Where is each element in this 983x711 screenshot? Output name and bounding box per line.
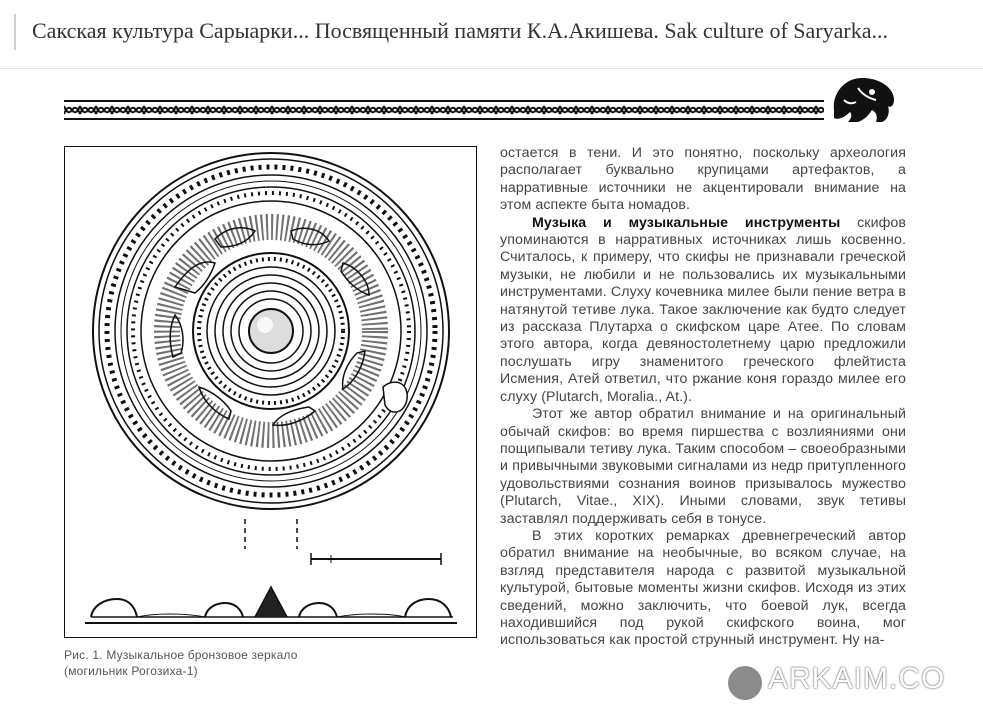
header-divider	[14, 14, 16, 50]
caption-line-1: Рис. 1. Музыкальное бронзовое зеркало	[64, 648, 298, 662]
watermark-dot-icon	[728, 666, 762, 700]
paragraph-4: В этих коротких ремарках древнегреческий автор обратил внимание на необычные, во всяком случае, на взгляд представителя народа с развитой музыкальной культурой, бытовые моменты жизни скифов. Исходя из этих сведений, можно заключить, что боевой лук, всегда находившийся под рукой скифского воина, мог использоваться как простой струнный инструмент. Ну на-	[500, 527, 906, 649]
mirror-illustration	[64, 146, 477, 638]
caption-line-2: (могильник Рогозиха-1)	[64, 664, 198, 678]
page-header	[0, 0, 983, 69]
paragraph-2	[500, 215, 906, 406]
watermark-text: ARKAIM.CO	[768, 662, 946, 695]
article-body	[500, 145, 906, 650]
paragraph-3: Этот же автор обратил внимание и на оригинальный обычай скифов: во время пиршества с возлияниями они пощипывали тетиву лука. Таким способом – своеобразными и привычными звуковыми сигналами из недр притупленного удовольствиями сознания воинов призывалось мужество (Plutarch, Vitae., XIX). Иными словами, звук тетивы заставлял поддерживать себя в тонусе.	[500, 406, 906, 527]
watermark	[728, 660, 978, 700]
paragraph-2-text: скифов упоминаются в нарративных источниках лишь косвенно. Считалось, к примеру, что скифы не признавали греческой музыки, не любили и не пользовались их музыкальными инструментами. Слуху кочевника милее были пение ветра в натянутой тетиве лука. Такое заключение как будто следует из рассказа Плутарха о скифском царе Атее. По словам этого автора, когда девяностолетнему царю предложили послушать игру знаменитого греческого флейтиста Исмения, Атей ответил, что ржание коня гораздо милее его слуху (Plutarch, Moralia., At.).	[500, 214, 906, 405]
paragraph-1: остается в тени. И это понятно, поскольку археология располагает буквально крупицами артефактов, а нарративные источники не акцентировали внимание на этом аспекте быта номадов.	[500, 145, 906, 214]
ornament-band	[64, 100, 824, 120]
figure-caption	[64, 647, 364, 679]
panther-logo-icon	[828, 70, 900, 128]
section-heading: Музыка и музыкальные инструменты	[532, 214, 841, 231]
page-title: Сакская культура Сарыарки... Посвященный памяти К.А.Акишева. Sak culture of Saryarka...	[32, 18, 888, 43]
